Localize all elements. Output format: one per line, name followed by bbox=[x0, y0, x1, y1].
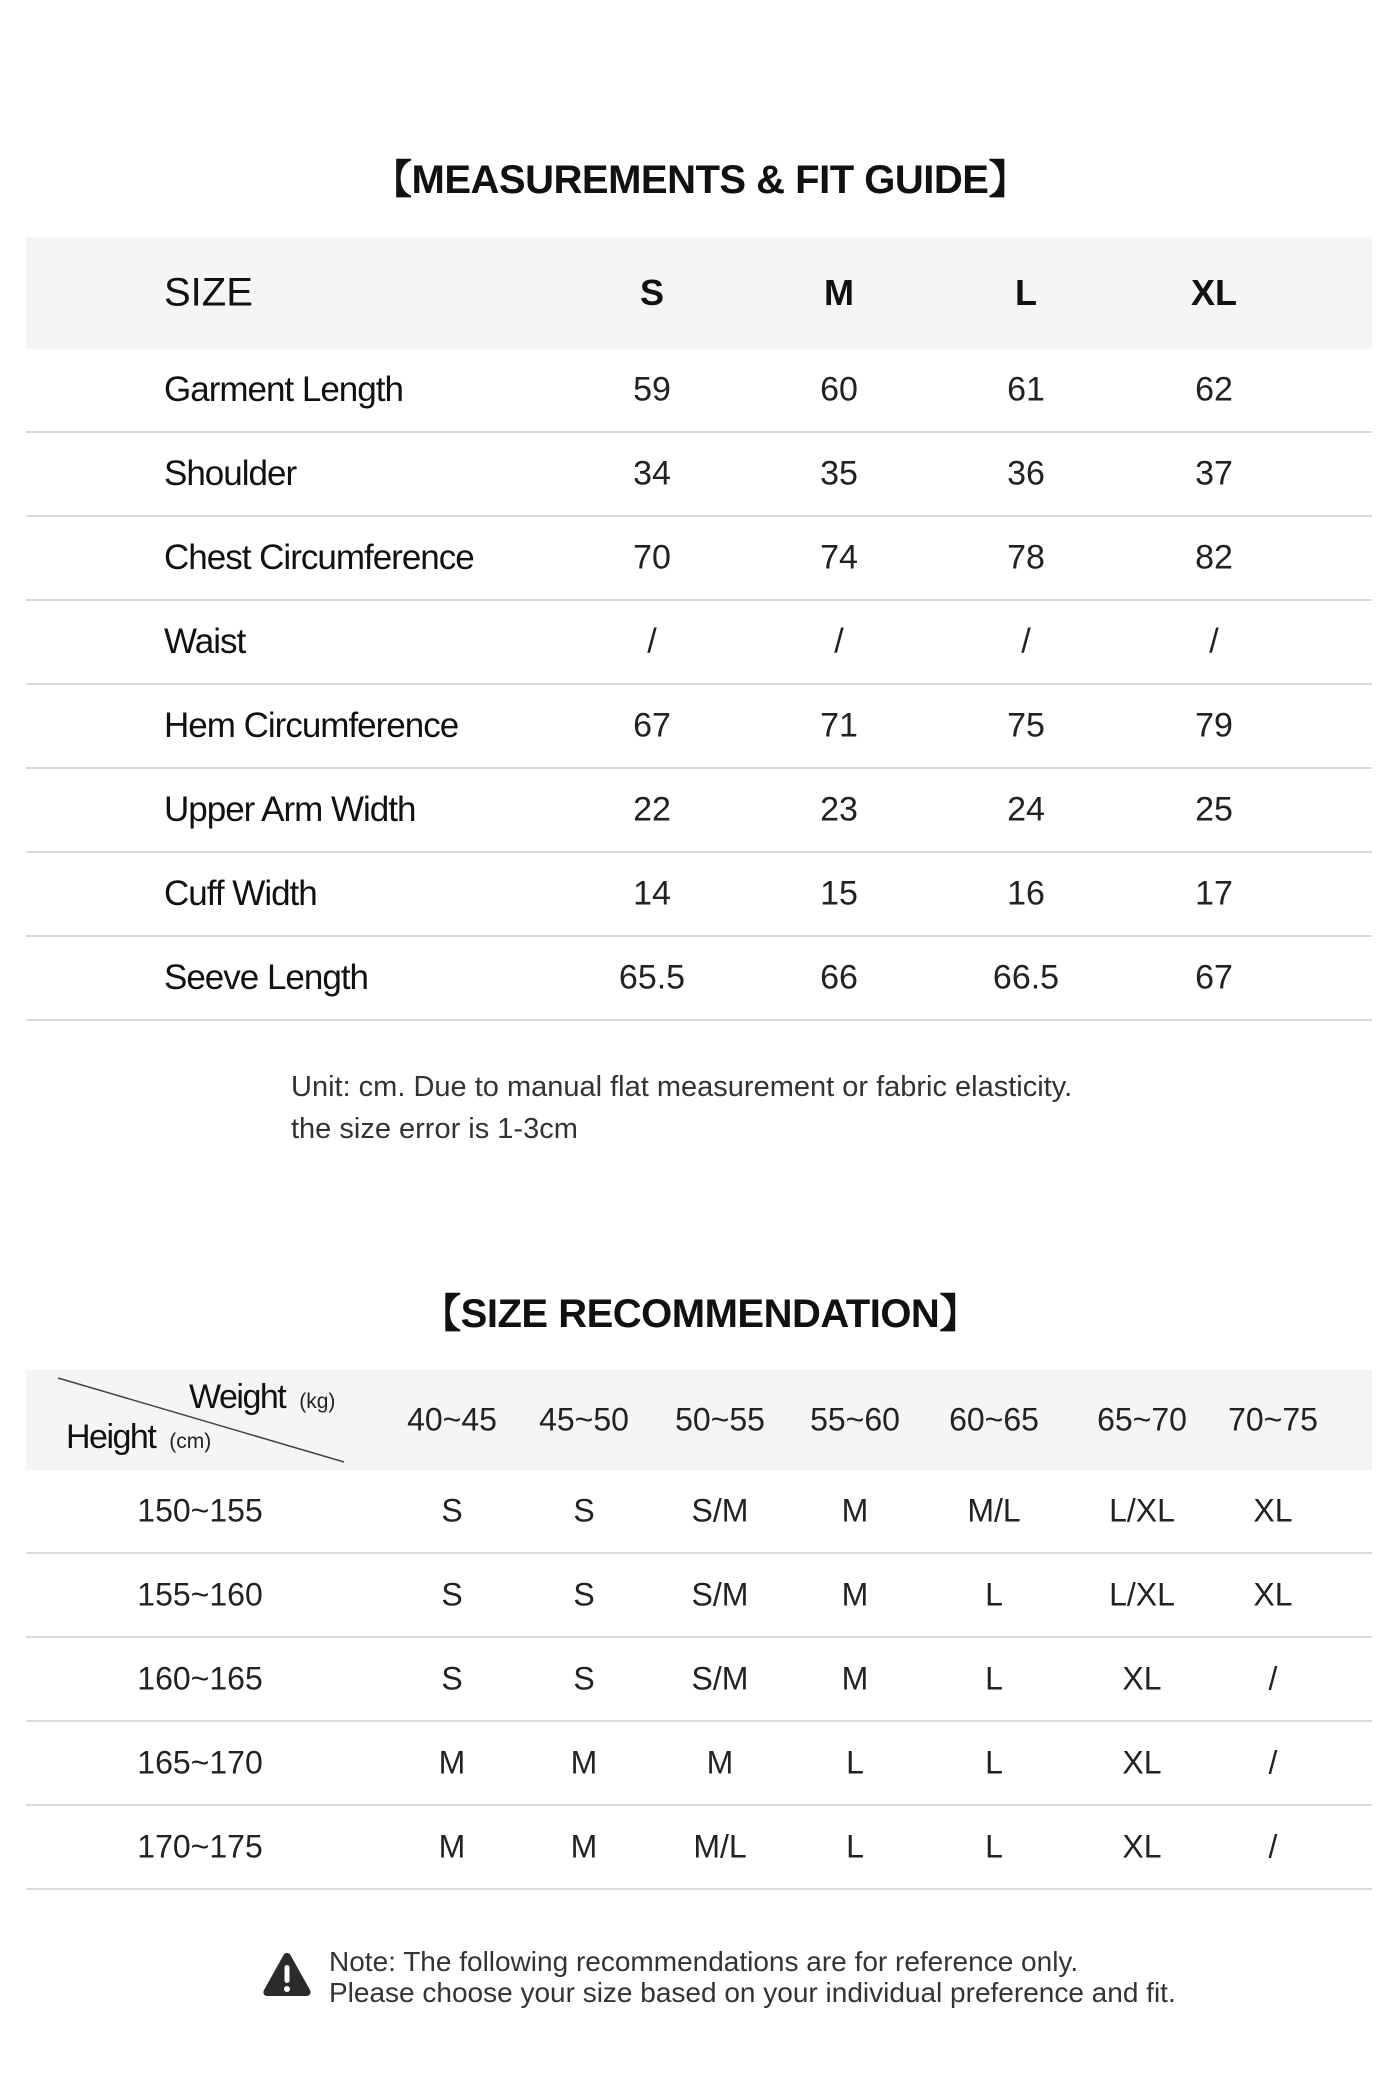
size-header-s: S bbox=[639, 272, 665, 313]
recommended-size: XL bbox=[1253, 1576, 1293, 1613]
size-header-m: M bbox=[824, 272, 854, 313]
measurement-value: 67 bbox=[633, 706, 671, 745]
weight-header: 70~75 bbox=[1228, 1401, 1318, 1438]
measurement-value: 74 bbox=[820, 538, 858, 577]
recommended-size: S/M bbox=[691, 1492, 749, 1529]
measurement-label: Shoulder bbox=[164, 454, 297, 493]
note-line1: Note: The following recommendations are for reference only. bbox=[329, 1946, 1079, 1977]
measurement-label: Chest Circumference bbox=[164, 538, 474, 577]
recommended-size: XL bbox=[1253, 1492, 1293, 1529]
recommended-size: L bbox=[846, 1744, 864, 1781]
measurement-value: 59 bbox=[633, 370, 671, 409]
recommendation-row bbox=[26, 1638, 1372, 1722]
measurement-value: 82 bbox=[1195, 538, 1233, 577]
measurement-value: 60 bbox=[820, 370, 858, 409]
recommended-size: XL bbox=[1122, 1660, 1162, 1697]
measurement-value: 62 bbox=[1195, 370, 1233, 409]
measurement-label: Cuff Width bbox=[164, 874, 317, 913]
recommended-size: L/XL bbox=[1109, 1576, 1175, 1613]
measurements-header-row bbox=[26, 237, 1372, 349]
recommended-size: L bbox=[985, 1828, 1003, 1865]
recommended-size: M/L bbox=[693, 1828, 747, 1865]
measurement-label: Garment Length bbox=[164, 370, 403, 409]
unit-note bbox=[291, 1066, 1072, 1150]
measurement-value: / bbox=[1209, 622, 1219, 661]
warning-icon bbox=[261, 1950, 313, 1998]
recommended-size: S/M bbox=[691, 1576, 749, 1613]
weight-header: 60~65 bbox=[949, 1401, 1039, 1438]
recommended-size: L bbox=[985, 1744, 1003, 1781]
size-header-xl: XL bbox=[1190, 272, 1238, 313]
recommended-size: M bbox=[570, 1744, 598, 1781]
measurement-value: 78 bbox=[1007, 538, 1045, 577]
measurement-label: Seeve Length bbox=[164, 958, 369, 997]
recommended-size: M bbox=[438, 1744, 466, 1781]
note-line2: Please choose your size based on your individual preference and fit. bbox=[329, 1977, 1176, 2008]
measurement-value: 75 bbox=[1007, 706, 1045, 745]
recommended-size: M bbox=[841, 1660, 869, 1697]
height-range: 160~165 bbox=[137, 1660, 263, 1697]
measurement-value: 66 bbox=[820, 958, 858, 997]
weight-header: 45~50 bbox=[539, 1401, 629, 1438]
recommended-size: S/M bbox=[691, 1660, 749, 1697]
recommended-size: M bbox=[570, 1828, 598, 1865]
measurements-table bbox=[26, 237, 1372, 1021]
recommended-size: / bbox=[1268, 1744, 1278, 1781]
recommended-size: S bbox=[573, 1576, 595, 1613]
measurement-label: Upper Arm Width bbox=[164, 790, 416, 829]
measurement-row bbox=[26, 601, 1372, 685]
recommendation-row bbox=[26, 1554, 1372, 1638]
weight-unit: (kg) bbox=[299, 1390, 336, 1413]
recommended-size: M bbox=[841, 1492, 869, 1529]
measurement-value: / bbox=[834, 622, 844, 661]
measurement-value: 25 bbox=[1195, 790, 1233, 829]
size-header-l: L bbox=[1015, 272, 1037, 313]
recommended-size: L bbox=[846, 1828, 864, 1865]
unit-note-line1: Unit: cm. Due to manual flat measurement or fabric elasticity. bbox=[291, 1071, 1073, 1103]
measurement-row bbox=[26, 937, 1372, 1021]
measurement-label: Waist bbox=[164, 622, 246, 661]
recommended-size: M bbox=[706, 1744, 734, 1781]
recommended-size: XL bbox=[1122, 1828, 1162, 1865]
recommended-size: / bbox=[1268, 1828, 1278, 1865]
measurement-value: 61 bbox=[1007, 370, 1045, 409]
recommendation-table bbox=[26, 1370, 1372, 1890]
measurement-row bbox=[26, 517, 1372, 601]
measurement-value: 65.5 bbox=[618, 958, 686, 997]
measurement-value: 66.5 bbox=[992, 958, 1060, 997]
recommended-size: S bbox=[441, 1660, 463, 1697]
measurement-value: 17 bbox=[1195, 874, 1233, 913]
measurement-value: 36 bbox=[1007, 454, 1045, 493]
recommendation-row bbox=[26, 1722, 1372, 1806]
height-axis-label: Height (cm) bbox=[66, 1418, 212, 1456]
measurement-value: 34 bbox=[633, 454, 671, 493]
height-unit: (cm) bbox=[169, 1430, 212, 1453]
recommended-size: M/L bbox=[967, 1492, 1021, 1529]
recommended-size: L/XL bbox=[1109, 1492, 1175, 1529]
recommendation-row bbox=[26, 1470, 1372, 1554]
measurement-row bbox=[26, 685, 1372, 769]
recommended-size: L bbox=[985, 1576, 1003, 1613]
measurement-value: 15 bbox=[820, 874, 858, 913]
measurement-value: 71 bbox=[820, 706, 858, 745]
measurement-value: / bbox=[1021, 622, 1031, 661]
measurement-row bbox=[26, 349, 1372, 433]
measurement-value: 35 bbox=[820, 454, 858, 493]
measurement-value: 23 bbox=[820, 790, 858, 829]
measurement-value: 70 bbox=[633, 538, 671, 577]
measurement-value: 24 bbox=[1007, 790, 1045, 829]
measurement-row bbox=[26, 853, 1372, 937]
height-range: 165~170 bbox=[137, 1744, 263, 1781]
height-range: 150~155 bbox=[137, 1492, 263, 1529]
recommendation-note bbox=[329, 1946, 1176, 2008]
measurement-value: 22 bbox=[633, 790, 671, 829]
recommendation-header-row bbox=[26, 1370, 1372, 1470]
measurement-row bbox=[26, 433, 1372, 517]
recommended-size: M bbox=[438, 1828, 466, 1865]
weight-header: 40~45 bbox=[407, 1401, 497, 1438]
measurement-value: / bbox=[647, 622, 657, 661]
recommended-size: / bbox=[1268, 1660, 1278, 1697]
measurement-value: 14 bbox=[633, 874, 671, 913]
measurements-title: 【MEASUREMENTS & FIT GUIDE】 bbox=[372, 158, 1028, 202]
weight-axis-label: Weight (kg) bbox=[189, 1378, 336, 1416]
measurement-value: 79 bbox=[1195, 706, 1233, 745]
measurement-value: 16 bbox=[1007, 874, 1045, 913]
recommended-size: S bbox=[441, 1576, 463, 1613]
height-range: 155~160 bbox=[137, 1576, 263, 1613]
recommendation-title: 【SIZE RECOMMENDATION】 bbox=[421, 1292, 979, 1336]
unit-note-line2: the size error is 1-3cm bbox=[291, 1113, 578, 1145]
measurement-value: 67 bbox=[1195, 958, 1233, 997]
recommended-size: S bbox=[441, 1492, 463, 1529]
height-range: 170~175 bbox=[137, 1828, 263, 1865]
recommended-size: XL bbox=[1122, 1744, 1162, 1781]
recommended-size: L bbox=[985, 1660, 1003, 1697]
weight-header: 65~70 bbox=[1097, 1401, 1187, 1438]
recommended-size: M bbox=[841, 1576, 869, 1613]
weight-header: 55~60 bbox=[810, 1401, 900, 1438]
recommended-size: S bbox=[573, 1660, 595, 1697]
measurement-value: 37 bbox=[1195, 454, 1233, 493]
size-header-label: SIZE bbox=[164, 270, 253, 315]
recommended-size: S bbox=[573, 1492, 595, 1529]
measurement-label: Hem Circumference bbox=[164, 706, 459, 745]
measurement-row bbox=[26, 769, 1372, 853]
recommendation-row bbox=[26, 1806, 1372, 1890]
weight-header: 50~55 bbox=[675, 1401, 765, 1438]
